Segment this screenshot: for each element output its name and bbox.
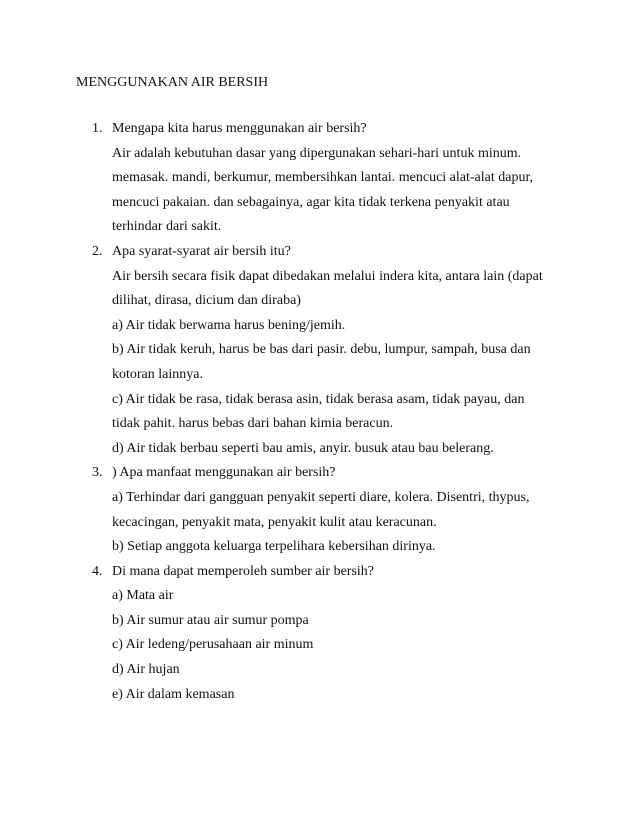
answer-line: mencuci pakaian. dan sebagainya, agar kita tidak terkena penyakit atau	[112, 194, 510, 210]
item-number: 1.	[92, 121, 103, 136]
answer-line: Air adalah kebutuhan dasar yang dipergunakan sehari-hari untuk minum.	[112, 145, 522, 161]
answer-line: memasak. mandi, berkumur, membersihkan lantai. mencuci alat-alat dapur,	[112, 170, 534, 186]
answer-line: c) Air ledeng/perusahaan air minum	[112, 637, 314, 653]
answer-line: a) Terhindar dari gangguan penyakit seperti diare, kolera. Disentri, thypus,	[112, 489, 530, 505]
item-content	[112, 240, 592, 461]
question-text: Mengapa kita harus menggunakan air bersih?	[112, 121, 367, 136]
answer-line: terhindar dari sakit.	[112, 219, 222, 235]
question-text: Di mana dapat memperoleh sumber air bersih?	[112, 563, 375, 579]
answer-line: a) Air tidak berwama harus bening/jemih.	[112, 317, 346, 333]
answer-line: b) Air tidak keruh, harus be bas dari pasir. debu, lumpur, sampah, busa dan	[112, 342, 531, 358]
answer-line: e) Air dalam kemasan	[112, 686, 235, 702]
answer-line: d) Air hujan	[112, 662, 180, 678]
item-content	[112, 117, 592, 240]
document-title: MENGGUNAKAN AIR BERSIH	[76, 75, 269, 90]
answer-line: d) Air tidak berbau seperti bau amis, anyir. busuk atau bau belerang.	[112, 440, 494, 456]
answer-line: tidak pahit. harus bebas dari bahan kimia beracun.	[112, 416, 394, 432]
answer-line: a) Mata air	[112, 588, 174, 604]
question-item-4	[92, 560, 592, 708]
answer-line: dilihat, dirasa, dicium dan diraba)	[112, 293, 301, 309]
item-number: 2.	[92, 243, 103, 259]
question-item-3	[92, 461, 592, 559]
item-number: 3.	[92, 465, 103, 481]
question-text: ) Apa manfaat menggunakan air bersih?	[112, 465, 336, 481]
answer-line: b) Air sumur atau air sumur pompa	[112, 612, 309, 628]
question-item-2	[92, 240, 592, 461]
question-text: Apa syarat-syarat air bersih itu?	[112, 243, 291, 259]
item-content	[112, 461, 592, 559]
answer-line: Air bersih secara fisik dapat dibedakan melalui indera kita, antara lain (dapat	[112, 268, 543, 284]
answer-line: kecacingan, penyakit mata, penyakit kulit atau keracunan.	[112, 514, 437, 530]
answer-line: c) Air tidak be rasa, tidak berasa asin, tidak berasa asam, tidak payau, dan	[112, 391, 525, 407]
answer-line: b) Setiap anggota keluarga terpelihara kebersihan dirinya.	[112, 539, 436, 555]
item-content	[112, 560, 592, 708]
answer-line: kotoran lainnya.	[112, 366, 203, 382]
item-number: 4.	[92, 563, 103, 579]
question-item-1	[92, 117, 592, 240]
question-list	[92, 117, 592, 707]
